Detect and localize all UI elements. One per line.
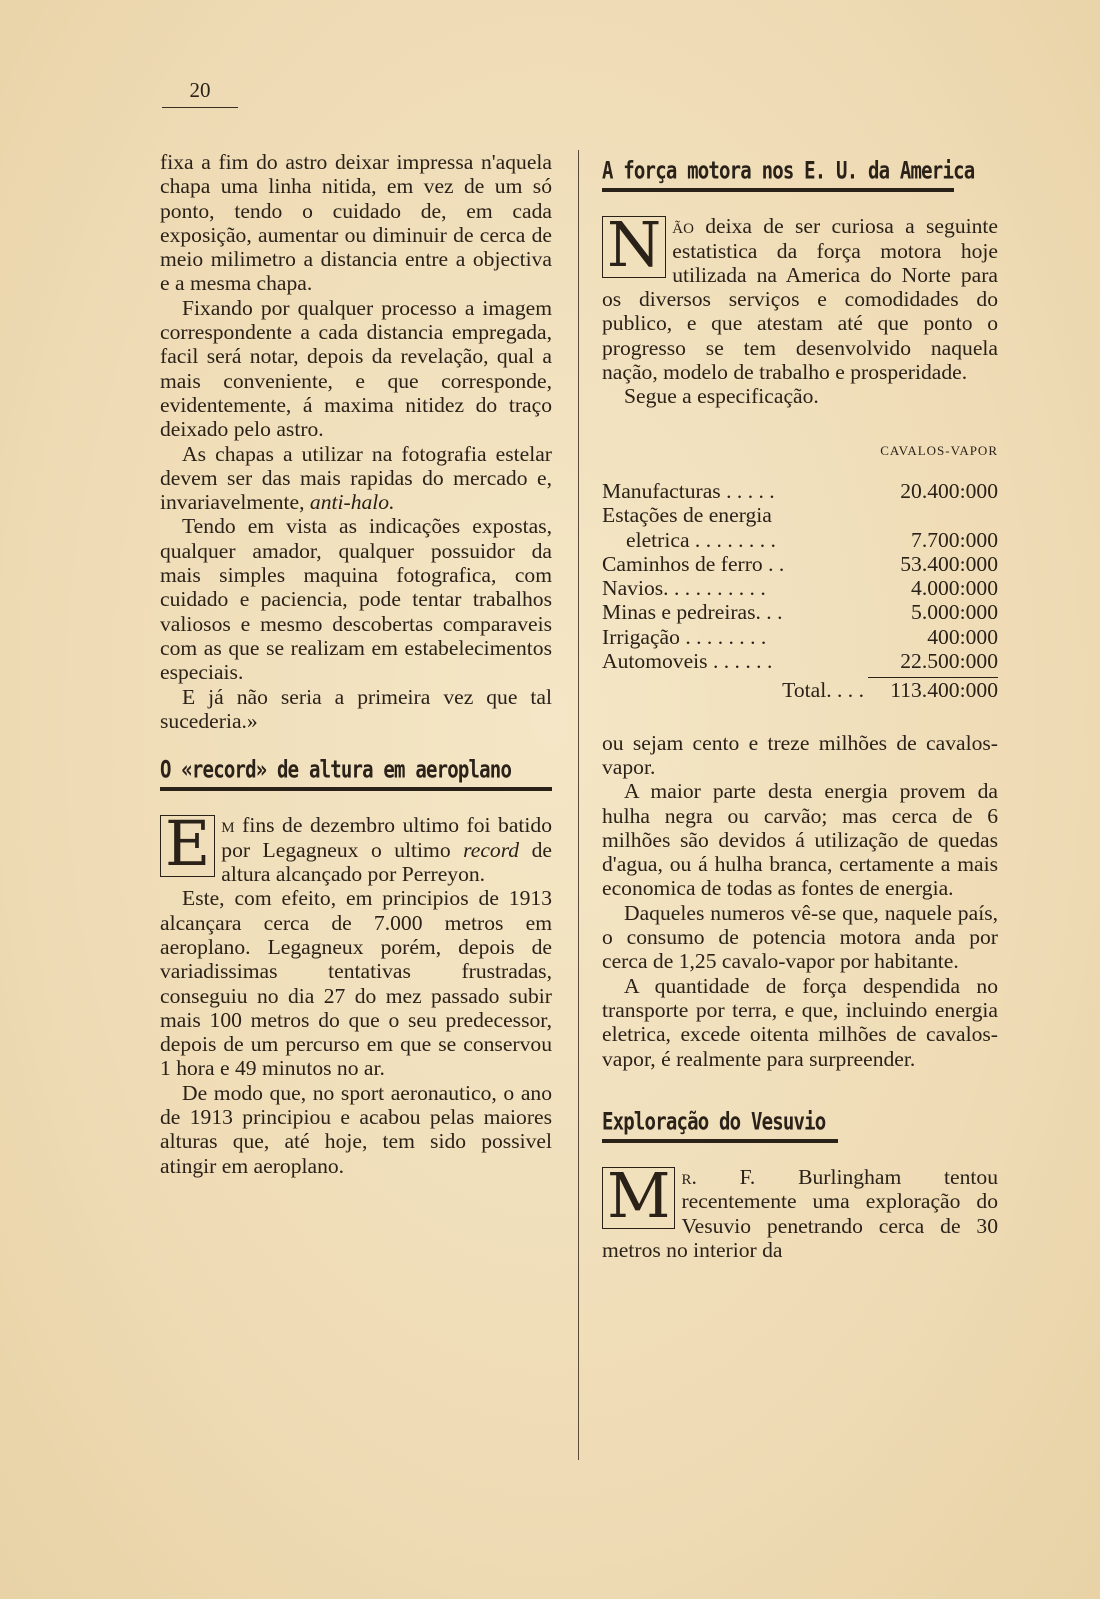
paragraph-text: fins de dezembro ultimo foi batido por Legagneux o ultimo	[221, 813, 552, 862]
row-value	[860, 503, 998, 527]
record-article	[160, 813, 552, 1177]
title-rule	[602, 188, 954, 192]
paragraph: E já não seria a primeira vez que tal sucederia.»	[160, 684, 552, 733]
paragraph: Segue a especificação.	[624, 384, 819, 409]
paragraph: Daqueles numeros vê-se que, naquele país, o consumo de potencia motora anda por cerca de 1,25 cavalo-vapor por habitante.	[602, 900, 998, 974]
row-value: 4.000:000	[911, 576, 998, 601]
paragraph	[602, 214, 998, 384]
total-value: 113.400:000	[890, 678, 998, 703]
row-label: Minas e pedreiras. . .	[602, 600, 783, 625]
left-column	[160, 150, 552, 1178]
section-title: A força motora nos E. U. da America	[602, 157, 975, 185]
table-row	[602, 528, 998, 552]
row-label: Irrigação . . . . . . . .	[602, 624, 767, 649]
paragraph: De modo que, no sport aeronautico, o ano de 1913 principiou e acabou pelas maiores alturas que, até hoje, tem sido possivel atingir em aeroplano.	[160, 1080, 552, 1178]
total-table	[602, 678, 998, 702]
paragraph: A maior parte desta energia provem da hulha negra ou carvão; mas cerca de 6 milhões são devidos á utilização de quedas d'agua, ou á hulha branca, certamente a mais economica de todas as fontes de energia.	[602, 779, 998, 901]
row-value: 7.700:000	[911, 527, 998, 552]
paragraph: Este, com efeito, em principios de 1913 alcançara cerca de 7.000 metros em aeroplano. Legagneux porém, depois de variadissimas tentativas frustradas, conseguiu no dia 27 do mez passado subir mais 100 metros do que o seu predecessor, depois de um percurso em que se conservou 1 hora e 49 minutos no ar.	[160, 886, 552, 1081]
paragraph-text: F. Burlingham tentou recentemente uma exploração do Vesuvio penetrando cerca de 30 metros no interior da	[602, 1165, 998, 1262]
total-label: Total. . . .	[782, 678, 864, 703]
forca-article	[602, 214, 998, 408]
paragraph	[160, 813, 552, 886]
paragraph-text: de altura alcançado por Perreyon.	[221, 837, 552, 887]
paragraph-text: As chapas a utilizar na fotografia estelar devem ser das mais rapidas do mercado e, invariavelmente,	[160, 441, 552, 515]
title-rule	[160, 787, 552, 791]
paragraph	[160, 442, 552, 515]
row-label: Manufacturas . . . . .	[602, 478, 775, 503]
horsepower-table	[602, 479, 998, 673]
section-title: O «record» de altura em aeroplano	[160, 756, 512, 784]
table-row	[602, 625, 998, 649]
row-value: 5.000:000	[911, 600, 998, 625]
table-row	[602, 552, 998, 576]
row-value: 20.400:000	[900, 478, 998, 503]
drop-cap: E	[160, 815, 215, 877]
paragraph: ou sejam cento e treze milhões de cavalos-vapor.	[602, 730, 998, 779]
table-caption: CAVALOS-VAPOR	[880, 442, 998, 458]
paragraph: Tendo em vista as indicações expostas, qualquer amador, qualquer possuidor da mais simples maquina fotografica, com cuidado e paciencia, pode tentar trabalhos valiosos e mesmo descobertas comparaveis com as que se realizam em estabelecimentos especiais.	[160, 514, 552, 685]
table-row	[602, 600, 998, 624]
row-value: 400:000	[927, 624, 998, 649]
paragraph-text: deixa de ser curiosa a seguinte estatistica da força motora hoje utilizada na America do Norte para os diversos serviços e comodidades do publico, e que atestam até que ponto o progresso se tem desenvolvido naquela nação, modelo de trabalho e prosperidade.	[602, 214, 998, 385]
table-row	[602, 649, 998, 673]
page-number: 20	[162, 78, 238, 108]
section-header-vesuvio	[602, 1093, 998, 1143]
emphasis-text: anti-halo.	[309, 490, 395, 515]
table-row	[602, 503, 998, 527]
drop-cap: N	[602, 216, 666, 278]
lead-smallcaps: r.	[681, 1165, 697, 1190]
paragraph: A quantidade de força despendida no transporte por terra, e que, incluindo energia eletrica, excede oitenta milhões de cavalos-vapor, é realmente para surpreender.	[602, 973, 998, 1071]
row-value: 53.400:000	[900, 551, 998, 576]
row-label: Navios. . . . . . . . . .	[602, 576, 766, 601]
row-label: Caminhos de ferro . .	[602, 551, 785, 576]
paragraph: fixa a fim do astro deixar impressa n'aquela chapa uma linha nitida, em vez de um só ponto, tendo o cuidado de, em cada exposição, aumentar ou diminuir de cerca de meio milimetro a distancia entre a objectiva e a mesma chapa.	[160, 150, 552, 296]
lead-smallcaps: ão	[672, 214, 694, 239]
section-header-forca	[602, 142, 998, 192]
right-column	[602, 150, 998, 1262]
table-row	[602, 576, 998, 600]
row-value: 22.500:000	[900, 649, 998, 674]
row-label: eletrica . . . . . . . .	[626, 527, 776, 552]
column-divider	[578, 150, 579, 1460]
total-row	[602, 678, 998, 702]
lead-smallcaps: m	[221, 813, 235, 838]
paragraph: Fixando por qualquer processo a imagem correspondente a cada distancia empregada, facil será notar, depois da revelação, qual a mais conveniente, e que corresponde, evidentemente, á maxima nitidez do traço deixado pelo astro.	[160, 295, 552, 442]
section-header-record	[160, 741, 552, 791]
paragraph	[602, 1165, 998, 1262]
table-row	[602, 479, 998, 503]
vesuvio-article	[602, 1165, 998, 1262]
row-label: Automoveis . . . . . .	[602, 649, 773, 674]
row-label: Estações de energia	[602, 503, 772, 528]
emphasis-text: record	[463, 837, 520, 862]
drop-cap: M	[602, 1167, 675, 1229]
section-title: Exploração do Vesuvio	[602, 1108, 826, 1136]
